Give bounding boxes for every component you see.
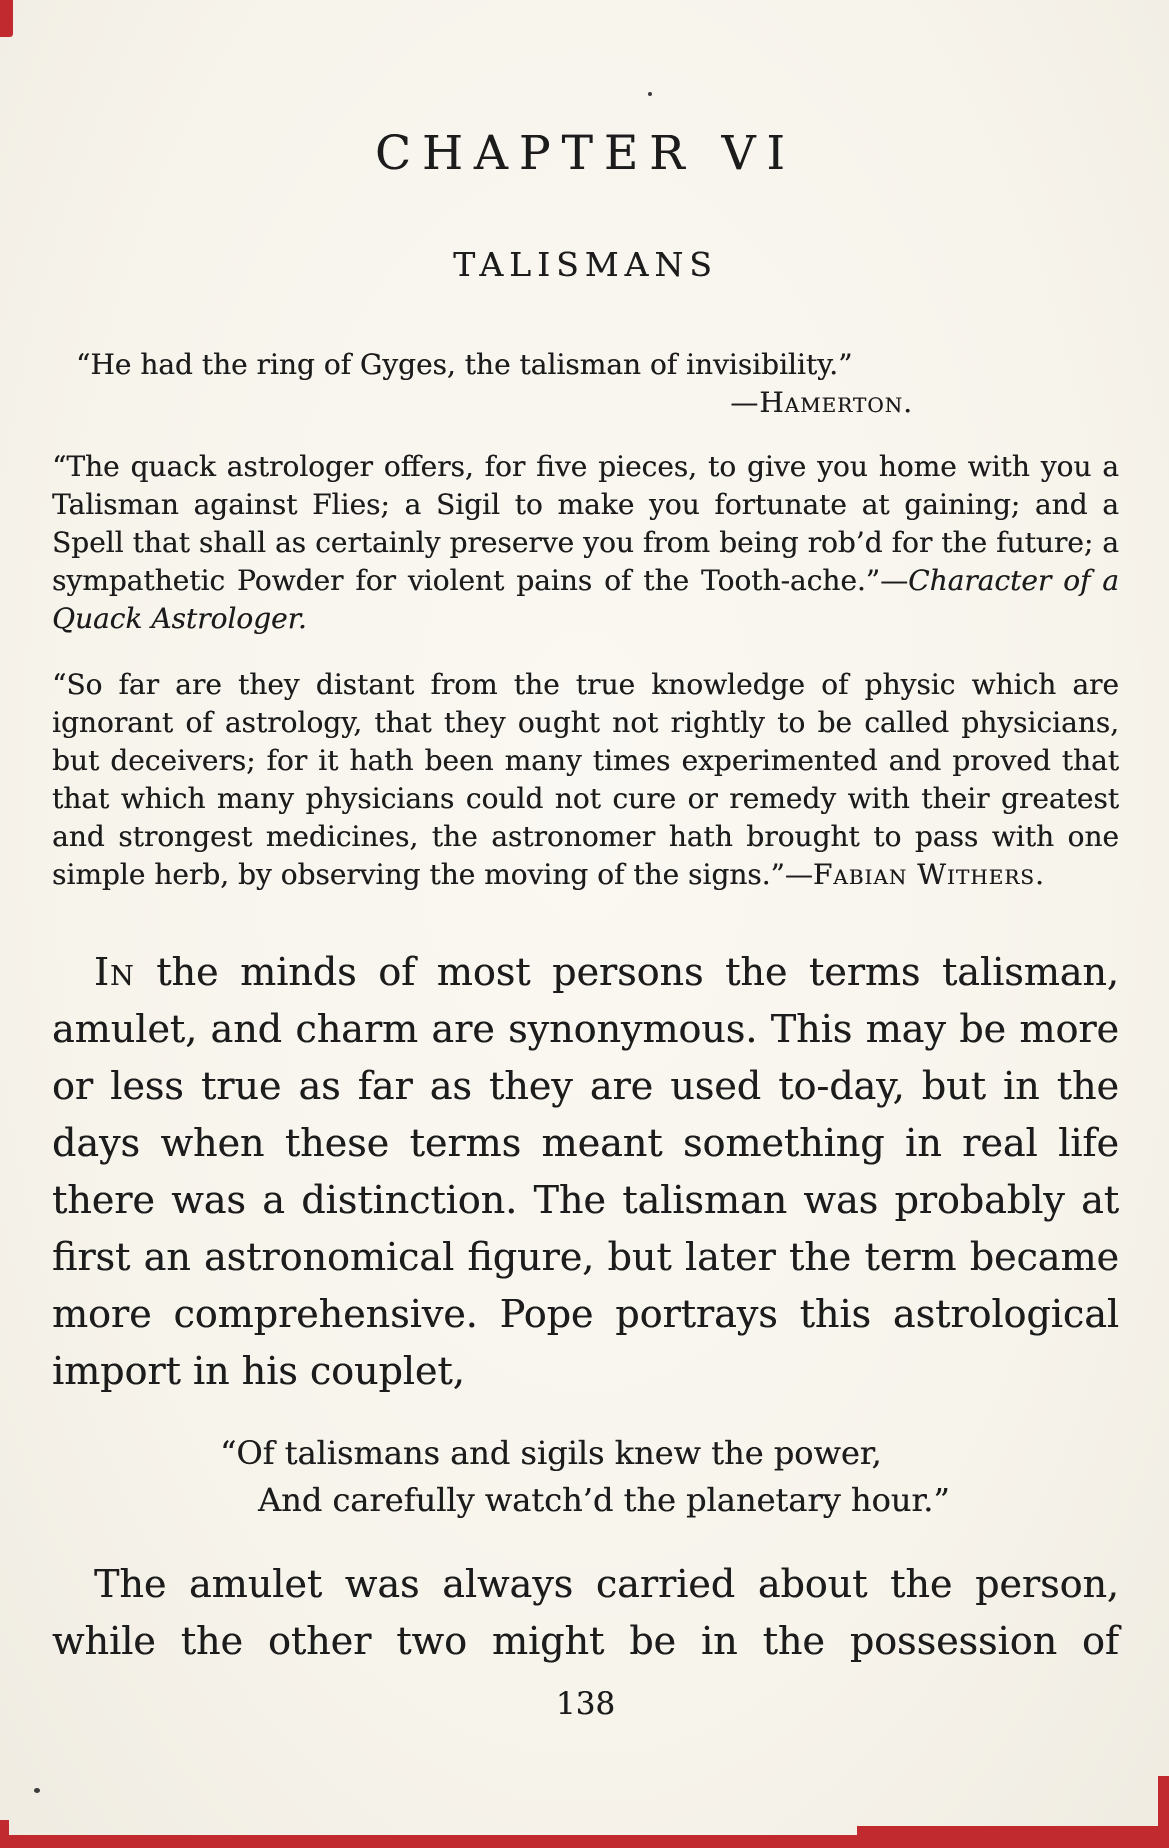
body-paragraph-1 [52, 944, 1119, 1400]
scan-red-edge-right [1158, 1776, 1169, 1848]
epigraph-2-text: “The quack astrologer offers, for five pieces, to give you home with you a Talisman against Flies; a Sigil to make you fortunate at gaining; and a Spell that shall as certainly preserve you from being rob’d for the future; a sympathetic Powder for violent pains of the Tooth-ache.”— [52, 450, 1119, 597]
paragraph-lead-word: In [94, 950, 135, 994]
epigraph-quote-1 [52, 346, 1119, 422]
body-paragraph-2 [52, 1556, 1119, 1670]
paragraph-text: The amulet was always carried about the person, while the other two might be in the possession of [52, 1562, 1119, 1663]
couplet [220, 1430, 1119, 1524]
scan-speck [648, 92, 652, 96]
epigraph-3-text: “So far are they distant from the true knowledge of physic which are ignorant of astrology, that they ought not rightly to be called physicians, but deceivers; for it hath been many times experimented and proved that that which many physicians could not cure or remedy with their greatest and strongest medicines, the astronomer hath brought to pass with one simple herb, by observing the moving of the signs.”— [52, 668, 1119, 891]
scan-red-edge-bottom-left [0, 1820, 9, 1848]
scan-red-edge-bottom-right [857, 1826, 1169, 1848]
paragraph-text: the minds of most persons the terms talisman, amulet, and charm are synonymous. This may be more or less true as far as they are used to-day, but in the days when these terms meant something in real life there was a distinction. The talisman was probably at first an astronomical figure, but later the term became more comprehensive. Pope portrays this astrological import in his couplet, [52, 950, 1119, 1393]
couplet-line-1: “Of talismans and sigils knew the power, [220, 1434, 882, 1472]
chapter-title: CHAPTER VI [374, 126, 796, 181]
epigraph-1-attribution: —Hamerton. [730, 386, 913, 419]
page-number: 138 [555, 1686, 616, 1722]
epigraph-3-source: Fabian Withers. [812, 858, 1045, 891]
section-title: TALISMANS [453, 245, 718, 284]
epigraph-quote-3 [52, 666, 1119, 894]
epigraph-2-source: Character of a Quack Astrologer. [52, 564, 1119, 635]
scan-speck [34, 1788, 40, 1793]
epigraph-1-text: “He had the ring of Gyges, the talisman of invisibility.” [76, 348, 853, 381]
scan-red-edge-top-left [0, 0, 13, 37]
couplet-line-2: And carefully watch’d the planetary hour.” [258, 1481, 950, 1519]
epigraph-quote-2 [52, 448, 1119, 638]
